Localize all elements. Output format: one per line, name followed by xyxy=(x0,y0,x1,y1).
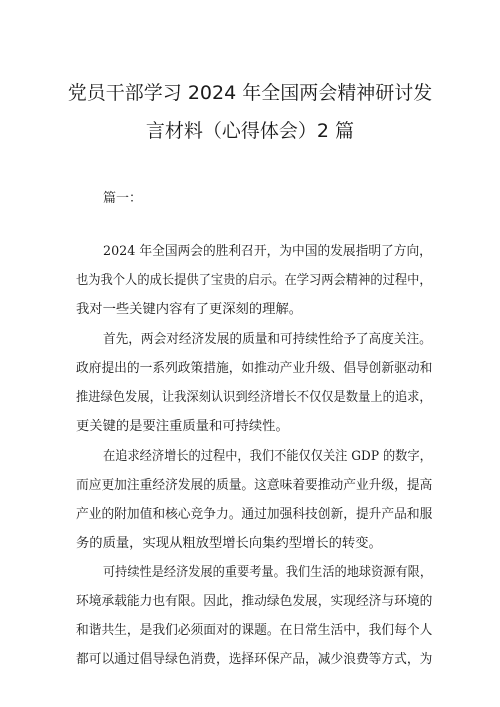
body-line: 环境承载能力也有限。因此，推动绿色发展，实现经济与环境的 xyxy=(76,594,433,609)
body-line: 都可以通过倡导绿色消费，选择环保产品，减少浪费等方式，为 xyxy=(76,652,433,667)
body-line: 而应更加注重经济发展的质量。这意味着要推动产业升级，提高 xyxy=(76,478,433,493)
body-line: 2024 年全国两会的胜利召开，为中国的发展指明了方向， xyxy=(103,244,432,259)
document-title-line-2: 言材料（心得体会）2 篇 xyxy=(145,120,355,142)
body-line: 更关键的是要注重质量和可持续性。 xyxy=(76,419,289,434)
body-line: 政府提出的一系列政策措施，如推动产业升级、倡导创新驱动和 xyxy=(76,361,433,376)
body-line: 可持续性是经济发展的重要考量。我们生活的地球资源有限， xyxy=(103,565,433,580)
body-line: 也为我个人的成长提供了宝贵的启示。在学习两会精神的过程中， xyxy=(76,273,432,288)
body-line: 务的质量，实现从粗放型增长向集约型增长的转变。 xyxy=(76,536,382,551)
section-heading: 篇一： xyxy=(103,191,143,206)
body-line: 我对一些关键内容有了更深刻的理解。 xyxy=(76,302,303,317)
document-title-line-1: 党员干部学习 2024 年全国两会精神研讨发 xyxy=(67,82,433,104)
body-line: 首先，两会对经济发展的质量和可持续性给予了高度关注。 xyxy=(103,332,432,347)
body-line: 推进绿色发展，让我深刻认识到经济增长不仅仅是数量上的追求， xyxy=(76,390,432,405)
body-line: 在追求经济增长的过程中，我们不能仅仅关注 GDP 的数字， xyxy=(103,449,432,464)
body-line: 产业的附加值和核心竞争力。通过加强科技创新，提升产品和服 xyxy=(76,507,433,522)
body-line: 和谐共生，是我们必须面对的课题。在日常生活中，我们每个人 xyxy=(76,623,433,638)
